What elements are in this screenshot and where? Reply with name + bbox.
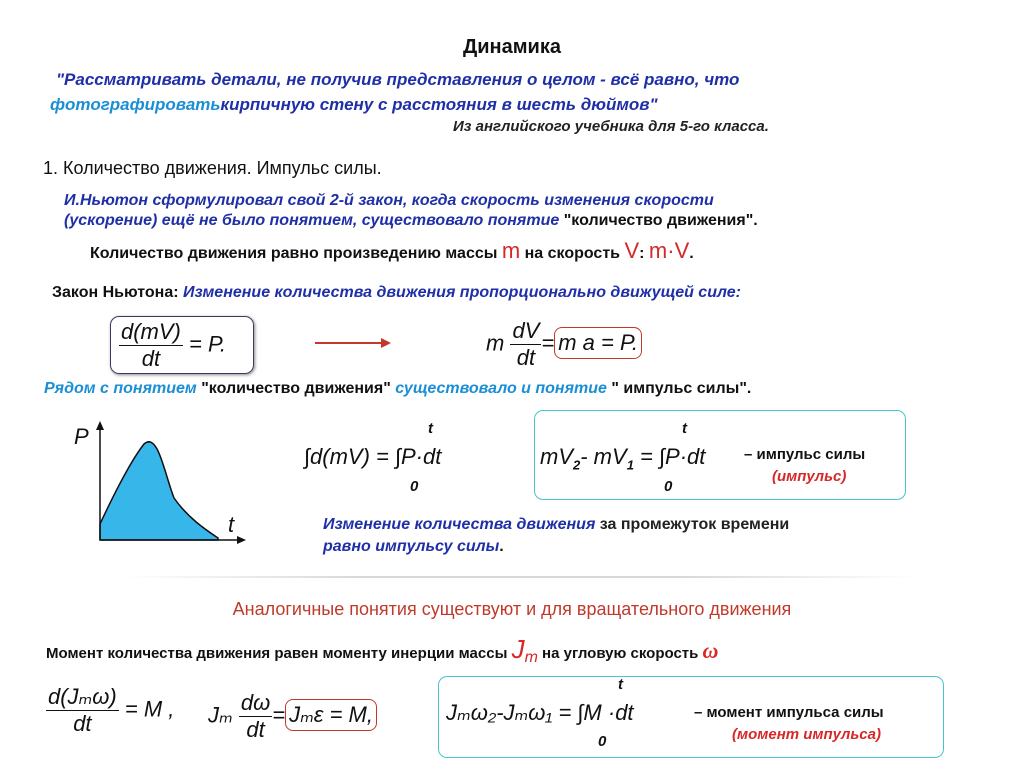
- graph-axis-p: P: [74, 424, 89, 449]
- impulse-text-1: Рядом с понятием: [44, 380, 202, 397]
- inertia-subscript: m: [524, 649, 538, 666]
- eq2-boxed-ma-p: m a = P.: [554, 327, 642, 359]
- eq2-numerator: dV: [512, 318, 540, 343]
- angular-impulse-label: – момент импульса силы: [694, 704, 884, 721]
- int2-rhs: = ∫P·dt: [640, 444, 706, 469]
- equation-rotational-second-law: [208, 690, 377, 743]
- eq4-equals: =: [272, 702, 286, 728]
- fraction: [239, 690, 272, 743]
- definition-text-2: на скорость: [520, 245, 625, 262]
- angular-impulse-equation: Jₘω₂-Jₘω₁ = ∫M ·dt: [446, 700, 634, 725]
- divider: [120, 576, 920, 578]
- eq4-boxed-j-epsilon: Jₘε = M,: [285, 699, 377, 731]
- section2-heading: Аналогичные понятия существуют и для вращательного движения: [232, 599, 792, 619]
- epigraph-line2: [50, 95, 658, 115]
- eq4-inertia: Jₘ: [208, 702, 233, 728]
- fraction: [510, 318, 541, 371]
- int2-mv2: mV: [540, 444, 573, 469]
- mass-symbol: m: [501, 238, 521, 263]
- moment-text-2: на угловую скорость: [537, 645, 703, 662]
- impulse-summary-line1: [323, 516, 789, 534]
- int2-lower-limit: 0: [664, 478, 673, 495]
- moment-text-1: Момент количества движения равен моменту инерции массы: [46, 645, 512, 662]
- eq4-denominator: dt: [246, 717, 265, 742]
- eq2-equals: =: [541, 330, 555, 356]
- integral-equation-2: [540, 444, 705, 472]
- angular-impulse-label-short: (момент импульса): [732, 726, 881, 743]
- epigraph-line1: "Рассматривать детали, не получив представления о целом - всё равно, что: [56, 70, 740, 89]
- impulse-term-2: " импульс силы".: [611, 380, 752, 397]
- epigraph-source: Из английского учебника для 5-го класса.: [453, 118, 769, 135]
- eq5-lower-limit: 0: [598, 733, 607, 750]
- int2-upper-limit: t: [682, 420, 687, 437]
- eq1-denominator: dt: [141, 346, 161, 371]
- equation-momentum-derivative: [110, 316, 254, 374]
- int2-sub2: 2: [573, 457, 581, 473]
- angular-momentum-definition: [46, 634, 718, 667]
- omega-symbol: ω: [702, 638, 719, 663]
- arrow-icon: [315, 336, 391, 350]
- impulse-label-short: (импульс): [772, 468, 847, 485]
- impulse-label: – импульс силы: [744, 446, 866, 463]
- section1-heading: 1. Количество движения. Импульс силы.: [43, 158, 382, 178]
- graph-axis-t: t: [228, 512, 235, 537]
- eq3-denominator: dt: [73, 711, 92, 736]
- y-axis-arrow-icon: [96, 421, 104, 430]
- impulse-area: [100, 442, 218, 540]
- eq1-rhs: = P.: [189, 331, 226, 357]
- impulse-summary-line2: [323, 538, 504, 556]
- eq2-denominator: dt: [516, 345, 536, 370]
- fraction: [46, 684, 119, 737]
- newton-law-label: Закон Ньютона:: [52, 284, 183, 301]
- epigraph-highlight: фотографировать: [50, 95, 221, 114]
- newton-law-line: [52, 284, 741, 302]
- int1-upper-limit: t: [428, 420, 433, 437]
- int2-sub1: 1: [626, 457, 634, 473]
- eq2-mass: m: [486, 330, 505, 356]
- eq3-numerator: d(Jₘω): [48, 684, 117, 709]
- impulse-concept-line: [44, 380, 751, 398]
- eq4-numerator: dω: [240, 690, 271, 715]
- page-title: Динамика: [463, 36, 561, 58]
- equation-newton-second-law: [486, 318, 642, 371]
- force-time-graph: [70, 420, 250, 546]
- integral-equation-1: ∫d(mV) = ∫P·dt: [304, 444, 442, 469]
- momentum-symbol: m·V: [648, 238, 690, 263]
- int1-lower-limit: 0: [410, 478, 419, 495]
- eq3-rhs: = M ,: [124, 696, 175, 722]
- int2-mv1: - mV: [580, 444, 627, 469]
- equation-angular-momentum-derivative: [46, 684, 174, 737]
- eq1-numerator: d(mV): [121, 319, 181, 344]
- inertia-symbol: J: [511, 634, 525, 664]
- fraction: [119, 319, 183, 372]
- summary-text-2: за промежуток времени: [595, 516, 790, 533]
- impulse-term-1: "количество движения": [201, 380, 391, 397]
- epigraph-line2-rest: кирпичную стену с расстояния в шесть дюймов": [220, 95, 658, 114]
- newton-para-line2: [64, 212, 758, 230]
- eq5-upper-limit: t: [618, 676, 623, 693]
- definition-dot: .: [689, 245, 694, 262]
- definition-text: Количество движения равно произведению массы: [90, 245, 502, 262]
- velocity-symbol: V: [624, 238, 640, 263]
- quantity-of-motion-term: "количество движения".: [563, 212, 758, 229]
- summary-dot: .: [499, 538, 504, 555]
- summary-text-3: равно импульсу силы: [323, 538, 500, 555]
- newton-para-line1: И.Ньютон сформулировал свой 2-й закон, когда скорость изменения скорости: [64, 192, 714, 209]
- x-axis-arrow-icon: [237, 536, 246, 544]
- definition-colon: :: [639, 245, 649, 262]
- impulse-text-2: существовало и понятие: [390, 380, 612, 397]
- newton-para-line2-text: (ускорение) ещё не было понятием, существовало понятие: [64, 212, 564, 229]
- newton-law-text: Изменение количества движения пропорционально движущей силе:: [183, 284, 741, 301]
- momentum-definition: [90, 238, 694, 264]
- summary-text-1: Изменение количества движения: [323, 516, 596, 533]
